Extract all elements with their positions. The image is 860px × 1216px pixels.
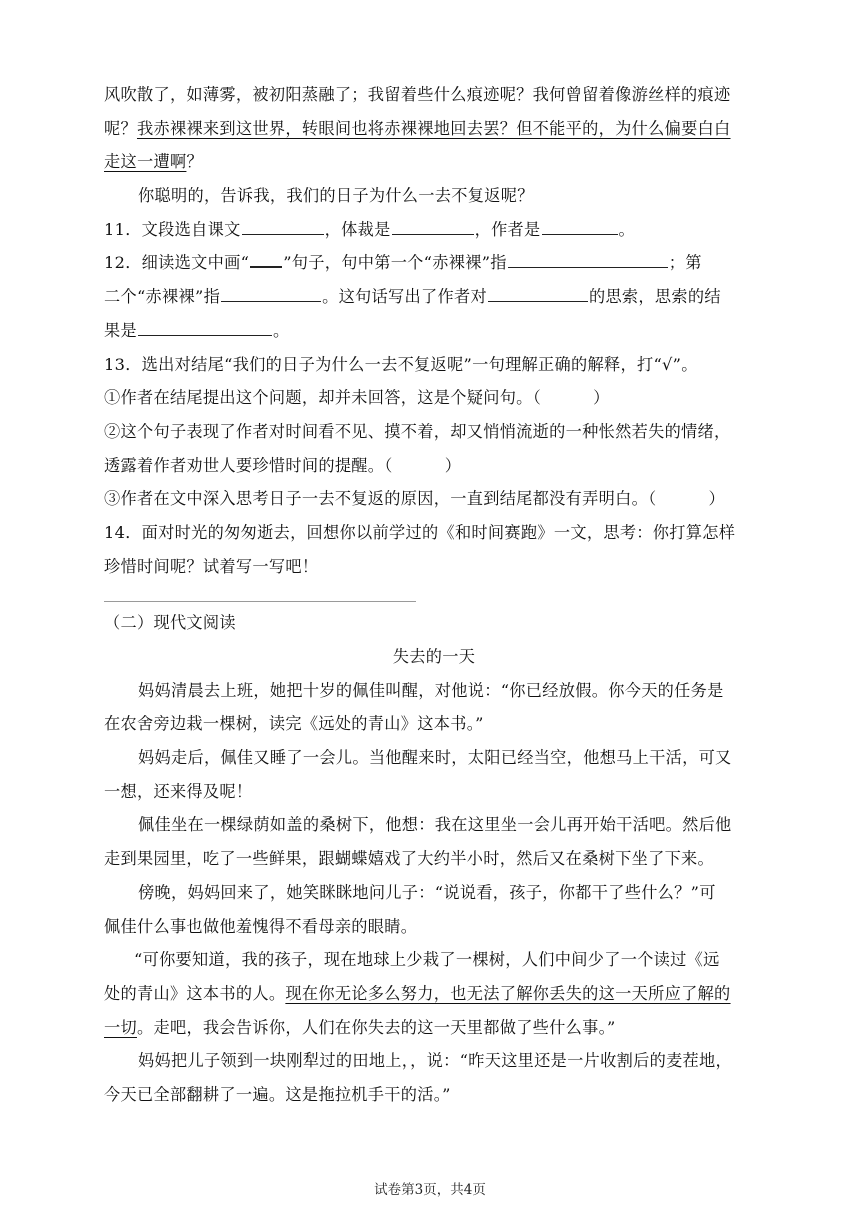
passage-text: 你聪明的，告诉我，我们的日子为什么一去不复返呢？ (138, 186, 534, 206)
section-heading-text: （二）现代文阅读 (104, 613, 236, 633)
article-line (104, 910, 764, 944)
article-title-text: 失去的一天 (392, 647, 476, 666)
answer-blank[interactable] (542, 217, 618, 235)
article-text: 今天已全部翻耕了一遍。这是拖拉机手干的活。” (104, 1084, 451, 1104)
option-2 (104, 415, 764, 449)
article-text: 处的青山》这本书的人。 (104, 983, 286, 1003)
question-text: 。这句话写出了作者对 (322, 287, 487, 307)
underlined-sentence: 我赤裸裸来到这世界，转眼间也将赤裸裸地回去罢？但不能平的，为什么偏要白白 (136, 118, 731, 138)
question-12 (104, 246, 764, 280)
option-1 (104, 381, 764, 415)
question-text: 。 (618, 219, 636, 239)
article-text: “可你要知道，我的孩子，现在地球上少栽了一棵树，人们中间少了一个读过《远 (134, 950, 720, 970)
page-content (104, 78, 764, 1112)
article-line (104, 1011, 764, 1045)
section-heading (104, 606, 764, 640)
article-text: 走到果园里，吃了一些鲜果，跟蝴蝶嬉戏了大约半小时，然后又在桑树下坐了下来。 (104, 849, 715, 869)
article-line (104, 741, 764, 775)
question-text: 。 (272, 320, 290, 340)
article-line (104, 876, 764, 910)
option-2-cont (104, 449, 764, 483)
article-text: 一想，还来得及呢！ (104, 781, 253, 801)
article-line (104, 1044, 764, 1078)
article-text: 佩佳什么事也做他羞愧得不看母亲的眼睛。 (104, 916, 418, 936)
passage-line (104, 179, 764, 213)
article-text: 傍晚，妈妈回来了，她笑眯眯地问儿子：“说说看，孩子，你都干了些什么？”可 (138, 882, 716, 902)
answer-blank[interactable] (508, 250, 668, 268)
article-line (104, 775, 764, 809)
article-line (104, 707, 764, 741)
article-line (104, 943, 764, 977)
question-text: ，作者是 (474, 219, 541, 239)
question-text: 12．细读选文中画“ (104, 253, 250, 273)
question-text: 13．选出对结尾“我们的日子为什么一去不复返呢”一句理解正确的解释，打“√”。 (104, 354, 698, 374)
article-text: 妈妈把儿子领到一块刚犁过的田地上，，说：“昨天这里还是一片收割后的麦茬地， (138, 1051, 733, 1071)
answer-blank[interactable] (221, 284, 321, 302)
question-text: 二个“赤裸裸”指 (104, 287, 221, 307)
question-11 (104, 213, 764, 247)
page-footer: 试卷第3页，共4页 (374, 1182, 486, 1198)
question-12-cont (104, 314, 764, 348)
option-text: ②这个句子表现了作者对时间看不见、摸不着，却又悄悄流逝的一种怅然若失的情绪， (104, 421, 731, 441)
article-title (104, 640, 764, 674)
option-text: ） (444, 455, 462, 475)
answer-blank[interactable] (242, 217, 324, 235)
option-text: 透露着作者劝世人要珍惜时间的提醒。（ (104, 455, 393, 475)
question-text: 11．文段选自课文 (104, 219, 241, 239)
article-line (104, 842, 764, 876)
question-text: 果是 (104, 320, 137, 340)
passage-line (104, 78, 764, 112)
question-14-cont (104, 550, 764, 584)
question-text: 珍惜时间呢？试着写一写吧！ (104, 556, 319, 576)
article-text: 妈妈走后，佩佳又睡了一会儿。当他醒来时，太阳已经当空，他想马上干活，可又 (138, 748, 732, 768)
article-line (104, 674, 764, 708)
article-text: 在农舍旁边栽一棵树，读完《远处的青山》这本书。” (104, 714, 484, 734)
question-13 (104, 348, 764, 382)
underlined-sentence: 一切 (104, 1017, 137, 1037)
passage-text: 风吹散了，如薄雾，被初阳蒸融了；我留着些什么痕迹呢？我何曾留着像游丝样的痕迹 (104, 85, 731, 104)
article-text: 佩佳坐在一棵绿荫如盖的桑树下，他想：我在这里坐一会儿再开始干活吧。然后他 (138, 815, 732, 835)
article-line (104, 808, 764, 842)
underlined-sentence: 现在你无论多么努力，也无法了解你丢失的这一天所应了解的 (285, 983, 731, 1003)
option-text: ③作者在文中深入思考日子一去不复返的原因，一直到结尾都没有弄明白。（ (104, 489, 657, 509)
article-line (104, 977, 764, 1011)
article-text: 。走吧，我会告诉你，人们在你失去的这一天里都做了些什么事。” (136, 1017, 616, 1037)
option-text: ） (593, 388, 610, 408)
question-text: ；第 (668, 253, 702, 273)
answer-line[interactable] (104, 601, 416, 602)
answer-blank[interactable] (138, 318, 272, 336)
question-12-cont (104, 280, 764, 314)
question-text: 的思索，思索的结 (588, 287, 721, 307)
option-text: ） (708, 489, 725, 509)
question-text: ”句子，句中第一个“赤裸裸”指 (283, 253, 507, 273)
question-text: 14．面对时光的匆匆逝去，回想你以前学过的《和时间赛跑》一文，思考：你打算怎样 (104, 522, 736, 542)
underline-mark (250, 249, 282, 268)
passage-text: 呢？ (104, 118, 137, 138)
passage-line (104, 112, 764, 146)
article-line (104, 1078, 764, 1112)
option-text: ①作者在结尾提出这个问题，却并未回答，这是个疑问句。（ (104, 388, 542, 408)
passage-line (104, 145, 764, 179)
underlined-sentence: 走这一遭啊 (104, 152, 187, 172)
passage-text: ？ (186, 152, 203, 172)
question-14 (104, 516, 764, 550)
answer-blank[interactable] (488, 284, 588, 302)
answer-blank[interactable] (392, 217, 474, 235)
option-3 (104, 482, 764, 516)
question-text: ，体裁是 (324, 219, 391, 239)
article-text: 妈妈清晨去上班，她把十岁的佩佳叫醒，对他说：“你已经放假。你今天的任务是 (138, 680, 724, 700)
